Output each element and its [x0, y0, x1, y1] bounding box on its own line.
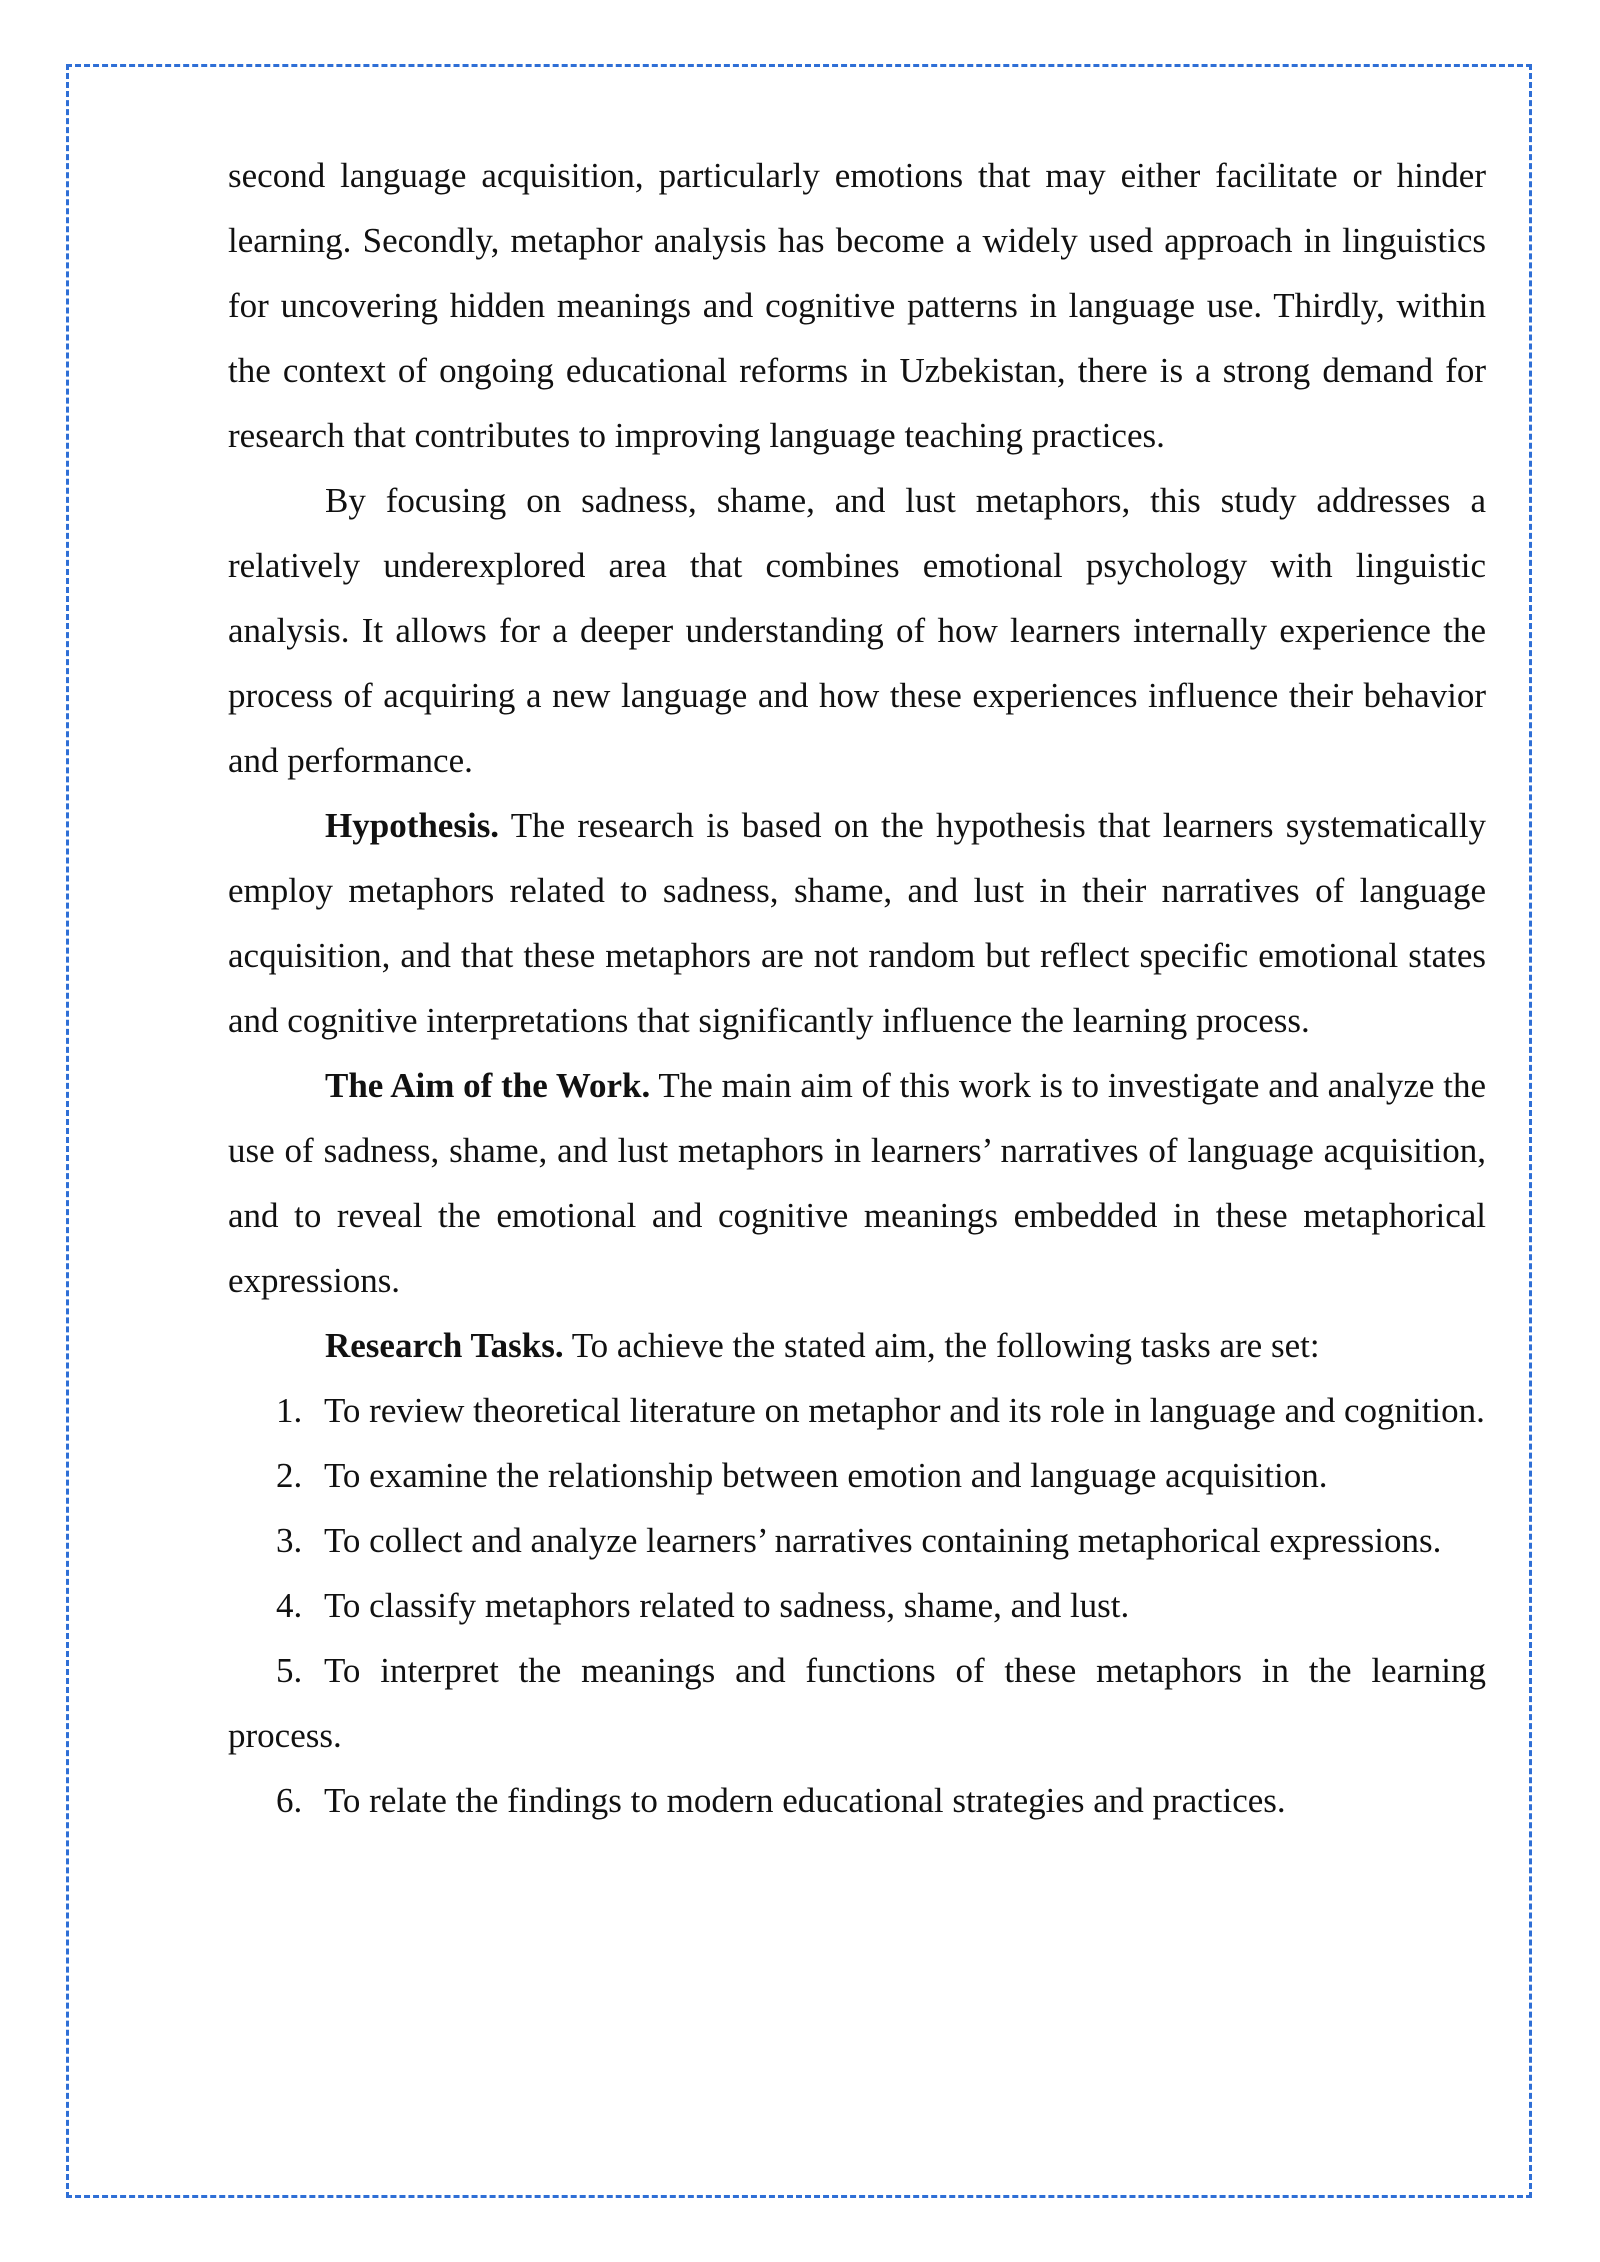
- task-text: To examine the relationship between emotion and language acquisition.: [324, 1456, 1328, 1495]
- task-number: 4.: [276, 1586, 303, 1625]
- list-item-task-3: [228, 1508, 1486, 1573]
- paragraph-hypothesis: [228, 793, 1486, 1053]
- research-tasks-intro: To achieve the stated aim, the following tasks are set:: [563, 1326, 1320, 1365]
- task-number: 2.: [276, 1456, 303, 1495]
- task-text: To collect and analyze learners’ narratives containing metaphorical expressions.: [324, 1521, 1442, 1560]
- list-item-task-2: [228, 1443, 1486, 1508]
- list-item-task-4: [228, 1573, 1486, 1638]
- task-number: 3.: [276, 1521, 303, 1560]
- paragraph-research-tasks: [228, 1313, 1486, 1378]
- paragraph-relevance: second language acquisition, particularly emotions that may either facilitate or hinder learning. Secondly, metaphor analysis has become a widely used approach in linguistics for uncovering hidden meanings and cognitive patterns in language use. Thirdly, within the context of ongoing educational reforms in Uzbekistan, there is a strong demand for research that contributes to improving language teaching practices.: [228, 156, 1486, 455]
- aim-text: The main aim of this work is to investigate and analyze the use of sadness, shame, and lust metaphors in learners’ narratives of language acquisition, and to reveal the emotional and cognitive meanings embedded in these metaphorical expressions.: [228, 1066, 1486, 1300]
- hypothesis-label: Hypothesis.: [325, 806, 500, 845]
- document-body: [228, 143, 1486, 1833]
- task-text: To interpret the meanings and functions of these metaphors in the learning process.: [228, 1651, 1486, 1755]
- hypothesis-text: The research is based on the hypothesis that learners systematically employ metaphors related to sadness, shame, and lust in their narratives of language acquisition, and that these metaphors are not random but reflect specific emotional states and cognitive interpretations that significantly influence the learning process.: [228, 806, 1486, 1040]
- aim-label: The Aim of the Work.: [325, 1066, 651, 1105]
- list-item-task-5: [228, 1638, 1486, 1768]
- task-number: 6.: [276, 1781, 303, 1820]
- task-number: 5.: [276, 1651, 303, 1690]
- task-number: 1.: [276, 1391, 303, 1430]
- list-item-task-1: [228, 1378, 1486, 1443]
- paragraph-focus: By focusing on sadness, shame, and lust metaphors, this study addresses a relatively underexplored area that combines emotional psychology with linguistic analysis. It allows for a deeper understanding of how learners internally experience the process of acquiring a new language and how these experiences influence their behavior and performance.: [228, 481, 1486, 780]
- task-text: To relate the findings to modern educational strategies and practices.: [324, 1781, 1286, 1820]
- list-item-task-6: [228, 1768, 1486, 1833]
- task-text: To classify metaphors related to sadness, shame, and lust.: [324, 1586, 1130, 1625]
- task-text: To review theoretical literature on metaphor and its role in language and cognition.: [324, 1391, 1485, 1430]
- paragraph-aim: [228, 1053, 1486, 1313]
- research-tasks-label: Research Tasks.: [325, 1326, 564, 1365]
